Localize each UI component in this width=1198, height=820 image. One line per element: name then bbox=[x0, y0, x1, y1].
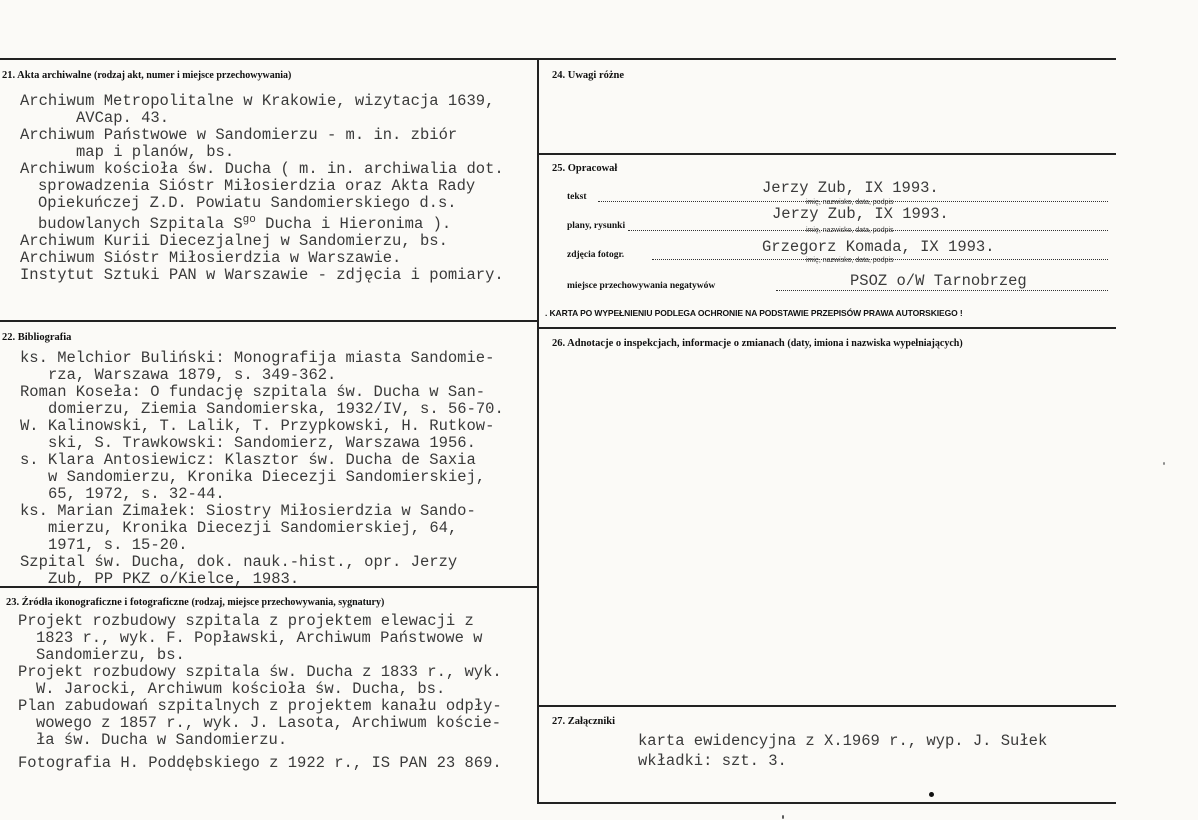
text-line: 1823 r., wyk. F. Popławski, Archiwum Państwowe w bbox=[36, 629, 483, 647]
section-23-header bbox=[6, 597, 384, 608]
text-line: wowego z 1857 r., wyk. J. Lasota, Archiwum koście- bbox=[36, 714, 502, 732]
text-line: ła św. Ducha w Sandomierzu. bbox=[36, 731, 288, 749]
ink-dot bbox=[782, 815, 784, 819]
text-line: ks. Marian Zimałek: Siostry Miłosierdzia w Sando- bbox=[20, 502, 476, 520]
section-25-header bbox=[552, 163, 617, 174]
caption-plany: imię, nazwisko, data, podpis bbox=[806, 227, 894, 234]
text-line: Archiwum Metropolitalne w Krakowie, wizytacja 1639, bbox=[20, 92, 495, 110]
bottom-rule bbox=[538, 802, 1116, 804]
text-line: Projekt rozbudowy szpitala z projektem elewacji z bbox=[18, 612, 474, 630]
text-line: rza, Warszawa 1879, s. 349-362. bbox=[48, 366, 337, 384]
section-25-title: 25. Opracował bbox=[552, 163, 618, 174]
section-27-header bbox=[552, 716, 615, 727]
caption-zdjecia: imię, nazwisko, data, podpis bbox=[806, 257, 894, 264]
text-line: domierzu, Ziemia Sandomierska, 1932/IV, s. 56-70. bbox=[48, 400, 504, 418]
section-26-title: 26. Adnotacje o inspekcjach, informacje o zmianach bbox=[552, 338, 785, 349]
text-line: 65, 1972, s. 32-44. bbox=[48, 485, 225, 503]
section-21-text bbox=[20, 93, 504, 284]
section-23-text bbox=[18, 613, 502, 772]
section-21-subtitle: (rodzaj akt, numer i miejsce przechowywania) bbox=[93, 70, 292, 81]
section-24-header bbox=[552, 70, 624, 81]
text-line: wkładki: szt. 3. bbox=[638, 752, 787, 770]
section-21-title: 21. Akta archiwalne bbox=[2, 70, 92, 81]
text-line: Szpital św. Ducha, dok. nauk.-hist., opr. Jerzy bbox=[20, 553, 458, 571]
text-line: Archiwum Państwowe w Sandomierzu - m. in. zbiór bbox=[20, 126, 458, 144]
text-line: Roman Koseła: O fundację szpitala św. Ducha w San- bbox=[20, 383, 486, 401]
text-line: ski, S. Trawkowski: Sandomierz, Warszawa 1956. bbox=[48, 434, 476, 452]
value-negatywy: PSOZ o/W Tarnobrzeg bbox=[850, 272, 1027, 290]
label-plany-rysunki: plany, rysunki bbox=[567, 221, 626, 231]
value-plany-rysunki: Jerzy Zub, IX 1993. bbox=[772, 205, 949, 223]
text-line: mierzu, Kronika Diecezji Sandomierskiej, 64, bbox=[48, 519, 458, 537]
text-fragment: Ducha i Hieronima ). bbox=[255, 215, 452, 234]
rule-24-25 bbox=[538, 153, 1116, 155]
section-23-title: 23. Źródła ikonograficzne i fotograficzne bbox=[6, 597, 189, 608]
text-line: Sandomierzu, bs. bbox=[36, 646, 185, 664]
value-zdjecia-fotogr: Grzegorz Komada, IX 1993. bbox=[762, 238, 995, 256]
text-line: w Sandomierzu, Kronika Diecezji Sandomierskiej, bbox=[48, 468, 486, 486]
section-21-header bbox=[2, 70, 291, 81]
value-tekst: Jerzy Zub, IX 1993. bbox=[762, 179, 939, 197]
text-fragment: budowlanych Szpitala S bbox=[38, 215, 243, 234]
dotted-line bbox=[776, 290, 1108, 291]
section-23-subtitle: (rodzaj, miejsce przechowywania, sygnatury) bbox=[191, 597, 385, 608]
label-tekst: tekst bbox=[567, 192, 587, 202]
rule-25-26 bbox=[538, 327, 1116, 329]
text-line: sprowadzenia Sióstr Miłosierdzia oraz Akta Rady bbox=[38, 177, 476, 195]
copyright-notice: . KARTA PO WYPEŁNIENIU PODLEGA OCHRONIE NA PODSTAWIE PRZEPISÓW PRAWA AUTORSKIEGO ! bbox=[545, 308, 963, 318]
text-line: Opiekuńczej Z.D. Powiatu Sandomierskiego d.s. bbox=[38, 194, 457, 212]
text-line bbox=[20, 212, 504, 233]
text-line: Projekt rozbudowy szpitala św. Ducha z 1833 r., wyk. bbox=[18, 663, 502, 681]
text-line: Archiwum kościoła św. Ducha ( m. in. archiwalia dot. bbox=[20, 160, 504, 178]
caption-tekst: imię, nazwisko, data, podpis bbox=[806, 199, 894, 206]
text-line: Archiwum Sióstr Miłosierdzia w Warszawie. bbox=[20, 249, 402, 268]
text-line: Archiwum Kurii Diecezjalnej w Sandomierzu, bs. bbox=[20, 232, 448, 251]
section-22-text bbox=[20, 350, 504, 588]
text-line: karta ewidencyjna z X.1969 r., wyp. J. Sułek bbox=[638, 732, 1048, 750]
section-26-subtitle: (daty, imiona i nazwiska wypełniających) bbox=[787, 338, 963, 349]
label-negatywy: miejsce przechowywania negatywów bbox=[567, 281, 716, 291]
text-line: ks. Melchior Buliński: Monografija miasta Sandomie- bbox=[20, 349, 495, 367]
ink-dot bbox=[929, 792, 934, 797]
text-line: Zub, PP PKZ o/Kielce, 1983. bbox=[48, 570, 300, 588]
text-line: W. Jarocki, Archiwum kościoła św. Ducha, bs. bbox=[36, 680, 446, 698]
text-line: 1971, s. 15-20. bbox=[48, 536, 188, 554]
top-rule bbox=[0, 58, 1116, 60]
column-divider bbox=[537, 58, 539, 804]
label-zdjecia-fotogr: zdjęcia fotogr. bbox=[567, 250, 625, 260]
rule-26-27 bbox=[538, 705, 1116, 707]
text-line: map i planów, bs. bbox=[76, 143, 235, 161]
text-line: W. Kalinowski, T. Lalik, T. Przypkowski, H. Rutkow- bbox=[20, 417, 495, 435]
section-22-title: 22. Bibliografia bbox=[2, 332, 72, 343]
rule-21-22 bbox=[0, 320, 538, 322]
text-line: Instytut Sztuki PAN w Warszawie - zdjęcia i pomiary. bbox=[20, 266, 504, 285]
section-22-header bbox=[2, 332, 71, 343]
text-line: AVCap. 43. bbox=[76, 109, 170, 127]
section-26-header bbox=[552, 338, 963, 349]
section-27-title: 27. Załączniki bbox=[552, 716, 616, 727]
superscript: go bbox=[242, 214, 256, 226]
ink-dot bbox=[1163, 462, 1165, 465]
text-line: Plan zabudowań szpitalnych z projektem kanału odpły- bbox=[18, 697, 502, 715]
section-24-title: 24. Uwagi różne bbox=[552, 70, 625, 81]
text-line: Fotografia H. Poddębskiego z 1922 r., IS PAN 23 869. bbox=[18, 754, 502, 772]
text-line: s. Klara Antosiewicz: Klasztor św. Ducha de Saxia bbox=[20, 451, 476, 469]
section-27-text bbox=[638, 731, 1047, 771]
